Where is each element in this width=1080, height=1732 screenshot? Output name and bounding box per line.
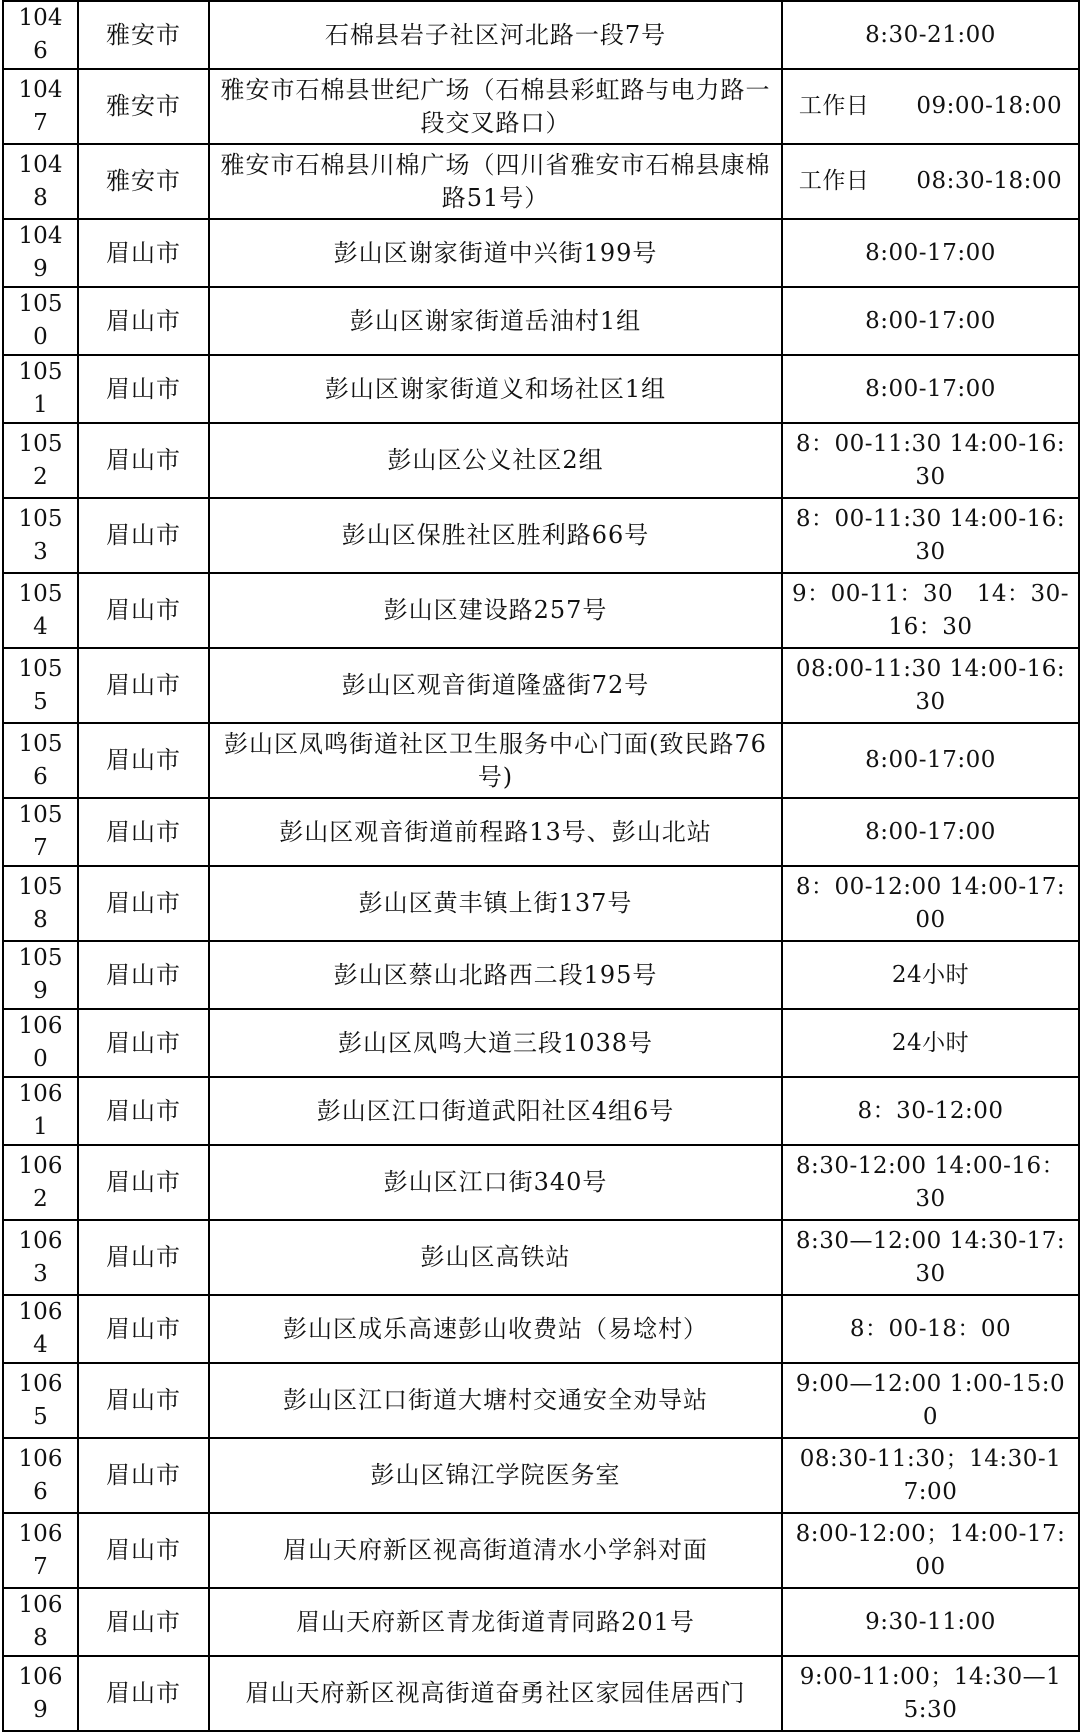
row-number: 1067 <box>3 1513 78 1588</box>
city-cell: 眉山市 <box>78 723 209 798</box>
hours-cell: 9:00—12:00 1:00-15:00 <box>782 1363 1079 1438</box>
city-cell: 眉山市 <box>78 941 209 1009</box>
row-number: 1049 <box>3 219 78 287</box>
table-row <box>3 1145 1079 1220</box>
table-row <box>3 1009 1079 1077</box>
row-number: 1057 <box>3 798 78 866</box>
row-number: 1060 <box>3 1009 78 1077</box>
address-cell: 彭山区蔡山北路西二段195号 <box>209 941 782 1009</box>
row-number: 1052 <box>3 423 78 498</box>
hours-cell: 8：00-11:30 14:00-16:30 <box>782 423 1079 498</box>
city-cell: 眉山市 <box>78 1145 209 1220</box>
city-cell: 眉山市 <box>78 1656 209 1731</box>
row-number: 1069 <box>3 1656 78 1731</box>
table-row <box>3 1295 1079 1363</box>
city-cell: 雅安市 <box>78 144 209 219</box>
city-cell: 眉山市 <box>78 1513 209 1588</box>
hours-cell: 8:00-17:00 <box>782 287 1079 355</box>
address-cell: 彭山区观音街道隆盛街72号 <box>209 648 782 723</box>
city-cell: 眉山市 <box>78 423 209 498</box>
hours-cell: 8:00-17:00 <box>782 798 1079 866</box>
hours-cell: 8:30-21:00 <box>782 1 1079 69</box>
city-cell: 眉山市 <box>78 1009 209 1077</box>
table-row <box>3 1077 1079 1145</box>
hours-cell: 8：00-12:00 14:00-17:00 <box>782 866 1079 941</box>
address-cell: 雅安市石棉县川棉广场（四川省雅安市石棉县康棉路51号） <box>209 144 782 219</box>
table-row <box>3 219 1079 287</box>
table-row <box>3 1588 1079 1656</box>
address-cell: 彭山区谢家街道岳油村1组 <box>209 287 782 355</box>
hours-cell: 工作日 08:30-18:00 <box>782 144 1079 219</box>
hours-cell: 8:00-17:00 <box>782 355 1079 423</box>
city-cell: 眉山市 <box>78 1220 209 1295</box>
address-cell: 眉山天府新区青龙街道青同路201号 <box>209 1588 782 1656</box>
table-row <box>3 1363 1079 1438</box>
address-cell: 彭山区谢家街道中兴街199号 <box>209 219 782 287</box>
table-row <box>3 573 1079 648</box>
row-number: 1046 <box>3 1 78 69</box>
row-number: 1053 <box>3 498 78 573</box>
hours-cell: 工作日 09:00-18:00 <box>782 69 1079 144</box>
address-cell: 石棉县岩子社区河北路一段7号 <box>209 1 782 69</box>
row-number: 1055 <box>3 648 78 723</box>
row-number: 1048 <box>3 144 78 219</box>
city-cell: 雅安市 <box>78 69 209 144</box>
address-cell: 彭山区谢家街道义和场社区1组 <box>209 355 782 423</box>
address-cell: 彭山区黄丰镇上街137号 <box>209 866 782 941</box>
row-number: 1054 <box>3 573 78 648</box>
row-number: 1051 <box>3 355 78 423</box>
hours-cell: 8：00-11:30 14:00-16:30 <box>782 498 1079 573</box>
table-row <box>3 866 1079 941</box>
hours-cell: 8：00-18：00 <box>782 1295 1079 1363</box>
address-cell: 彭山区公义社区2组 <box>209 423 782 498</box>
hours-cell: 08:00-11:30 14:00-16:30 <box>782 648 1079 723</box>
hours-cell: 08:30-11:30；14:30-17:00 <box>782 1438 1079 1513</box>
table-row <box>3 498 1079 573</box>
city-cell: 眉山市 <box>78 1295 209 1363</box>
city-cell: 雅安市 <box>78 1 209 69</box>
row-number: 1066 <box>3 1438 78 1513</box>
table-body <box>3 1 1079 1731</box>
address-cell: 彭山区锦江学院医务室 <box>209 1438 782 1513</box>
table-row <box>3 941 1079 1009</box>
table-row <box>3 1438 1079 1513</box>
row-number: 1047 <box>3 69 78 144</box>
row-number: 1064 <box>3 1295 78 1363</box>
city-cell: 眉山市 <box>78 355 209 423</box>
table-row <box>3 1513 1079 1588</box>
row-number: 1058 <box>3 866 78 941</box>
city-cell: 眉山市 <box>78 648 209 723</box>
address-cell: 彭山区观音街道前程路13号、彭山北站 <box>209 798 782 866</box>
hours-cell: 8:00-17:00 <box>782 723 1079 798</box>
address-cell: 眉山天府新区视高街道清水小学斜对面 <box>209 1513 782 1588</box>
table-row <box>3 798 1079 866</box>
address-cell: 彭山区凤鸣大道三段1038号 <box>209 1009 782 1077</box>
address-cell: 彭山区江口街道大塘村交通安全劝导站 <box>209 1363 782 1438</box>
row-number: 1068 <box>3 1588 78 1656</box>
row-number: 1062 <box>3 1145 78 1220</box>
city-cell: 眉山市 <box>78 219 209 287</box>
city-cell: 眉山市 <box>78 1438 209 1513</box>
row-number: 1063 <box>3 1220 78 1295</box>
table-row <box>3 1220 1079 1295</box>
city-cell: 眉山市 <box>78 1363 209 1438</box>
table-row <box>3 355 1079 423</box>
hours-cell: 9:30-11:00 <box>782 1588 1079 1656</box>
hours-cell: 24小时 <box>782 1009 1079 1077</box>
row-number: 1065 <box>3 1363 78 1438</box>
address-cell: 彭山区凤鸣街道社区卫生服务中心门面(致民路76号) <box>209 723 782 798</box>
hours-cell: 8:00-17:00 <box>782 219 1079 287</box>
city-cell: 眉山市 <box>78 1588 209 1656</box>
address-cell: 眉山天府新区视高街道奋勇社区家园佳居西门 <box>209 1656 782 1731</box>
hours-cell: 8:30-12:00 14:00-16：30 <box>782 1145 1079 1220</box>
table-row <box>3 723 1079 798</box>
city-cell: 眉山市 <box>78 798 209 866</box>
hours-cell: 24小时 <box>782 941 1079 1009</box>
address-cell: 彭山区江口街340号 <box>209 1145 782 1220</box>
hours-cell: 8:00-12:00；14:00-17:00 <box>782 1513 1079 1588</box>
table-row <box>3 69 1079 144</box>
address-cell: 彭山区保胜社区胜利路66号 <box>209 498 782 573</box>
address-cell: 彭山区成乐高速彭山收费站（易埝村） <box>209 1295 782 1363</box>
address-cell: 雅安市石棉县世纪广场（石棉县彩虹路与电力路一段交叉路口） <box>209 69 782 144</box>
table-row <box>3 287 1079 355</box>
sampling-sites-table <box>2 0 1080 1732</box>
row-number: 1050 <box>3 287 78 355</box>
hours-cell: 9：00-11：30 14：30-16：30 <box>782 573 1079 648</box>
table-row <box>3 423 1079 498</box>
city-cell: 眉山市 <box>78 498 209 573</box>
hours-cell: 9:00-11:00；14:30—15:30 <box>782 1656 1079 1731</box>
city-cell: 眉山市 <box>78 287 209 355</box>
city-cell: 眉山市 <box>78 573 209 648</box>
address-cell: 彭山区建设路257号 <box>209 573 782 648</box>
row-number: 1059 <box>3 941 78 1009</box>
table-row <box>3 144 1079 219</box>
city-cell: 眉山市 <box>78 866 209 941</box>
row-number: 1056 <box>3 723 78 798</box>
table-row <box>3 648 1079 723</box>
hours-cell: 8：30-12:00 <box>782 1077 1079 1145</box>
address-cell: 彭山区江口街道武阳社区4组6号 <box>209 1077 782 1145</box>
table-row <box>3 1 1079 69</box>
hours-cell: 8:30—12:00 14:30-17:30 <box>782 1220 1079 1295</box>
city-cell: 眉山市 <box>78 1077 209 1145</box>
table-row <box>3 1656 1079 1731</box>
address-cell: 彭山区高铁站 <box>209 1220 782 1295</box>
row-number: 1061 <box>3 1077 78 1145</box>
